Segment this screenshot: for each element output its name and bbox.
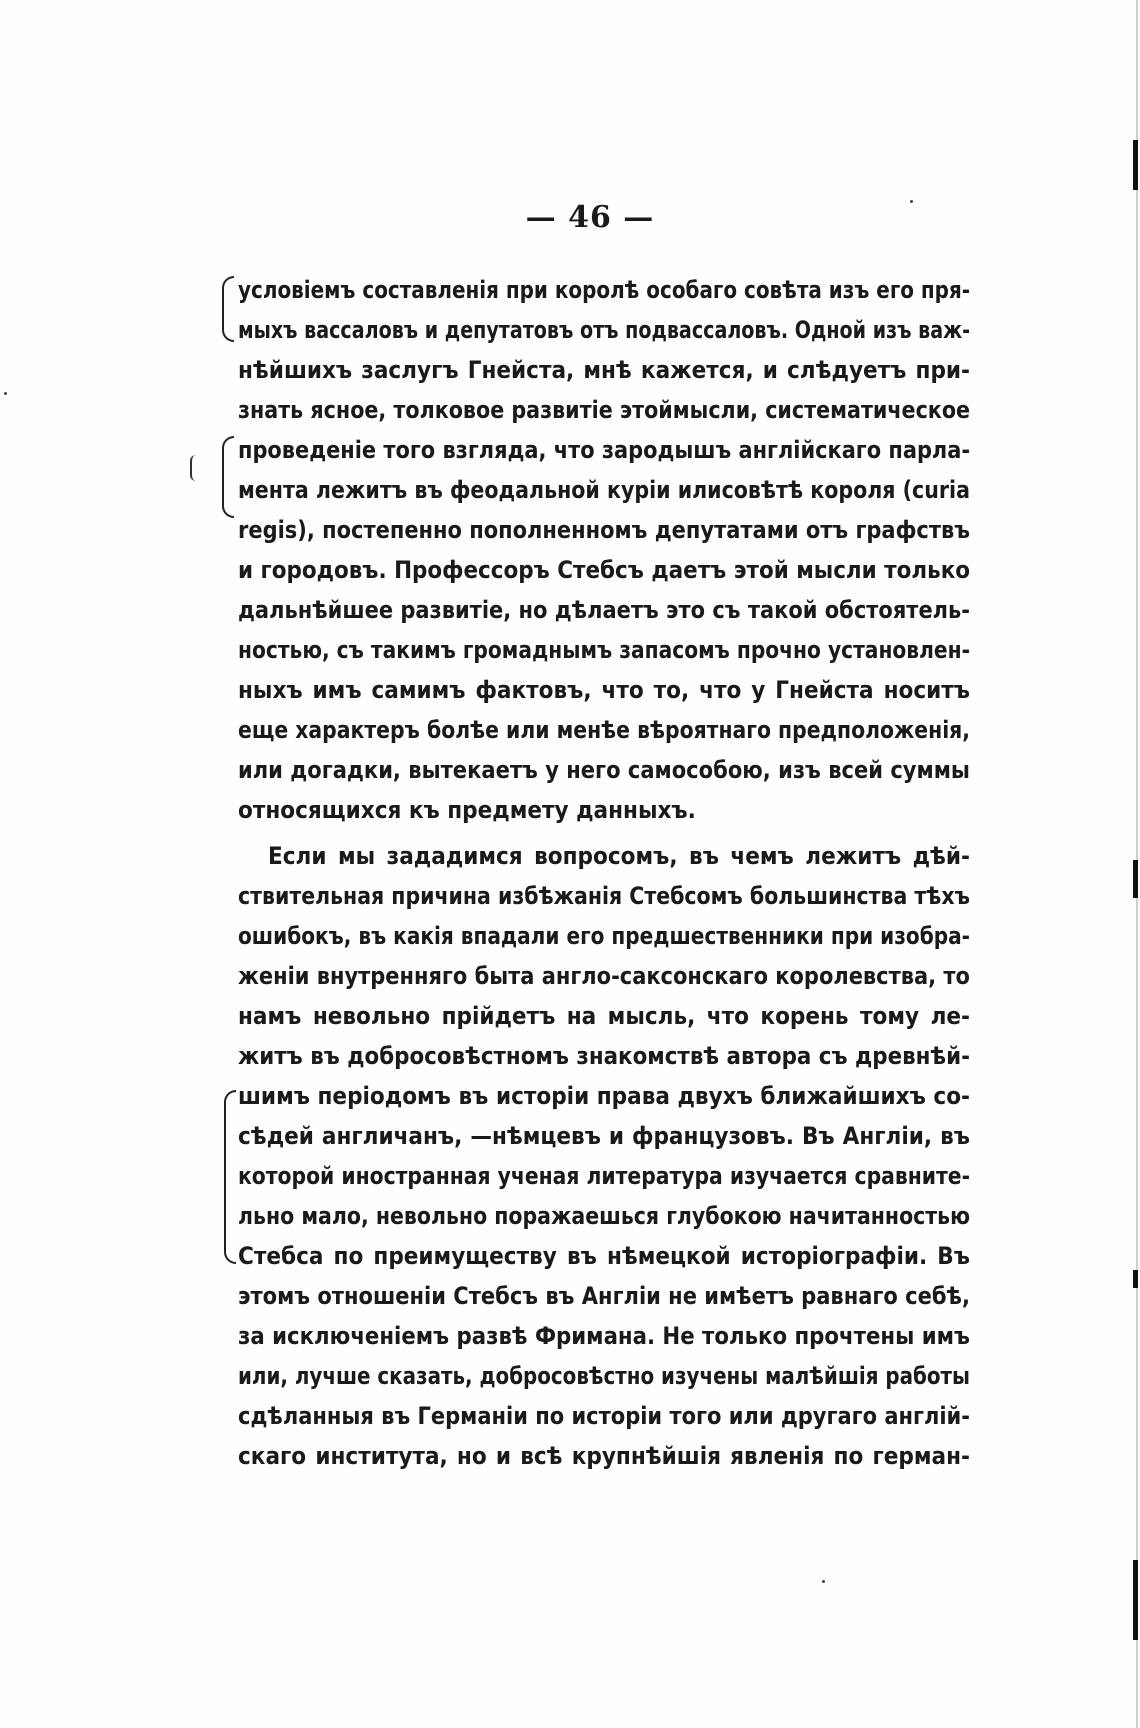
scan-edge-speck [1133,1270,1138,1288]
text-line: знать ясное, толковое развитіе этоймысли, систематическое [238,396,971,424]
text-line: условіемъ составленія при королѣ особаго совѣта изъ его пря- [238,276,971,304]
text-line: мыхъ вассаловъ и депутатовъ отъ подвассаловъ. Одной изъ важ- [238,316,971,344]
text-line: Если мы зададимся вопросомъ, въ чемъ лежитъ дѣй- [268,842,970,870]
text-line: житъ въ добросовѣстномъ знакомствѣ автора съ древнѣй- [238,1042,971,1070]
margin-bracket-mark [224,1090,236,1264]
scan-edge-speck [1133,1560,1138,1640]
text-line: или, лучше сказать, добросовѣстно изучены малѣйшія работы [238,1362,970,1390]
text-line: относящихся къ предмету данныхъ. [238,796,696,824]
scan-edge-speck [1133,860,1138,898]
text-line: сѣдей англичанъ, —нѣмцевъ и французовъ. Въ Англіи, въ [238,1122,970,1150]
text-line: мента лежитъ въ феодальной куріи илисовѣтѣ короля (curia [238,476,970,504]
text-line: ствительная причина избѣжанія Стебсомъ большинства тѣхъ [238,882,970,910]
scan-speck [822,1580,825,1583]
margin-bracket-mark [222,436,234,518]
text-line: ностью, съ такимъ громаднымъ запасомъ прочно установлен- [238,636,970,664]
scan-speck [910,200,913,203]
paragraph [238,270,970,830]
text-line: женіи внутренняго быта англо-саксонскаго королевства, то [238,962,970,990]
text-line: намъ невольно прійдетъ на мысль, что корень тому ле- [238,1002,970,1030]
text-line: сдѣланныя въ Германіи по исторіи того или другаго англій- [238,1402,970,1430]
text-line: которой иностранная ученая литература изучается сравните- [238,1162,971,1190]
text-line: шимъ періодомъ въ исторіи права двухъ ближайшихъ со- [238,1082,970,1110]
margin-bracket-mark [222,276,234,342]
scan-edge-speck [1133,140,1138,190]
scan-speck [4,392,7,395]
text-line: еще характеръ болѣе или менѣе вѣроятнаго предположенія, [238,716,971,744]
text-line: скаго института, но и всѣ крупнѣйшія явленія по герман- [238,1442,970,1470]
text-line: ошибокъ, въ какія впадали его предшественники при изобра- [238,922,970,950]
text-line: за исключеніемъ развѣ Фримана. Не только прочтены имъ [238,1322,970,1350]
text-line: проведеніе того взгляда, что зародышъ англійскаго парла- [238,436,971,464]
text-line: дальнѣйшее развитіе, но дѣлаетъ это съ такой обстоятель- [238,596,971,624]
text-line: regis), постепенно пополненномъ депутатами отъ графствъ [238,516,971,544]
text-line: этомъ отношеніи Стебсъ въ Англіи не имѣетъ равнаго себѣ, [238,1282,970,1310]
body-text [238,270,970,1476]
page-number: — 46 — [525,200,655,235]
text-line: нѣйшихъ заслугъ Гнейста, мнѣ кажется, и слѣдуетъ при- [238,356,970,384]
text-line: льно мало, невольно поражаешься глубокою начитанностью [238,1202,971,1230]
text-line: и городовъ. Профессоръ Стебсъ даетъ этой мысли только [238,556,971,584]
text-line: ныхъ имъ самимъ фактовъ, что то, что у Гнейста носитъ [238,676,970,704]
margin-pencil-mark [190,455,198,481]
text-line: Стебса по преимуществу въ нѣмецкой исторіографіи. Въ [238,1242,970,1270]
paragraph [238,836,970,1476]
text-line: или догадки, вытекаетъ у него самособою, изъ всей суммы [238,756,970,784]
